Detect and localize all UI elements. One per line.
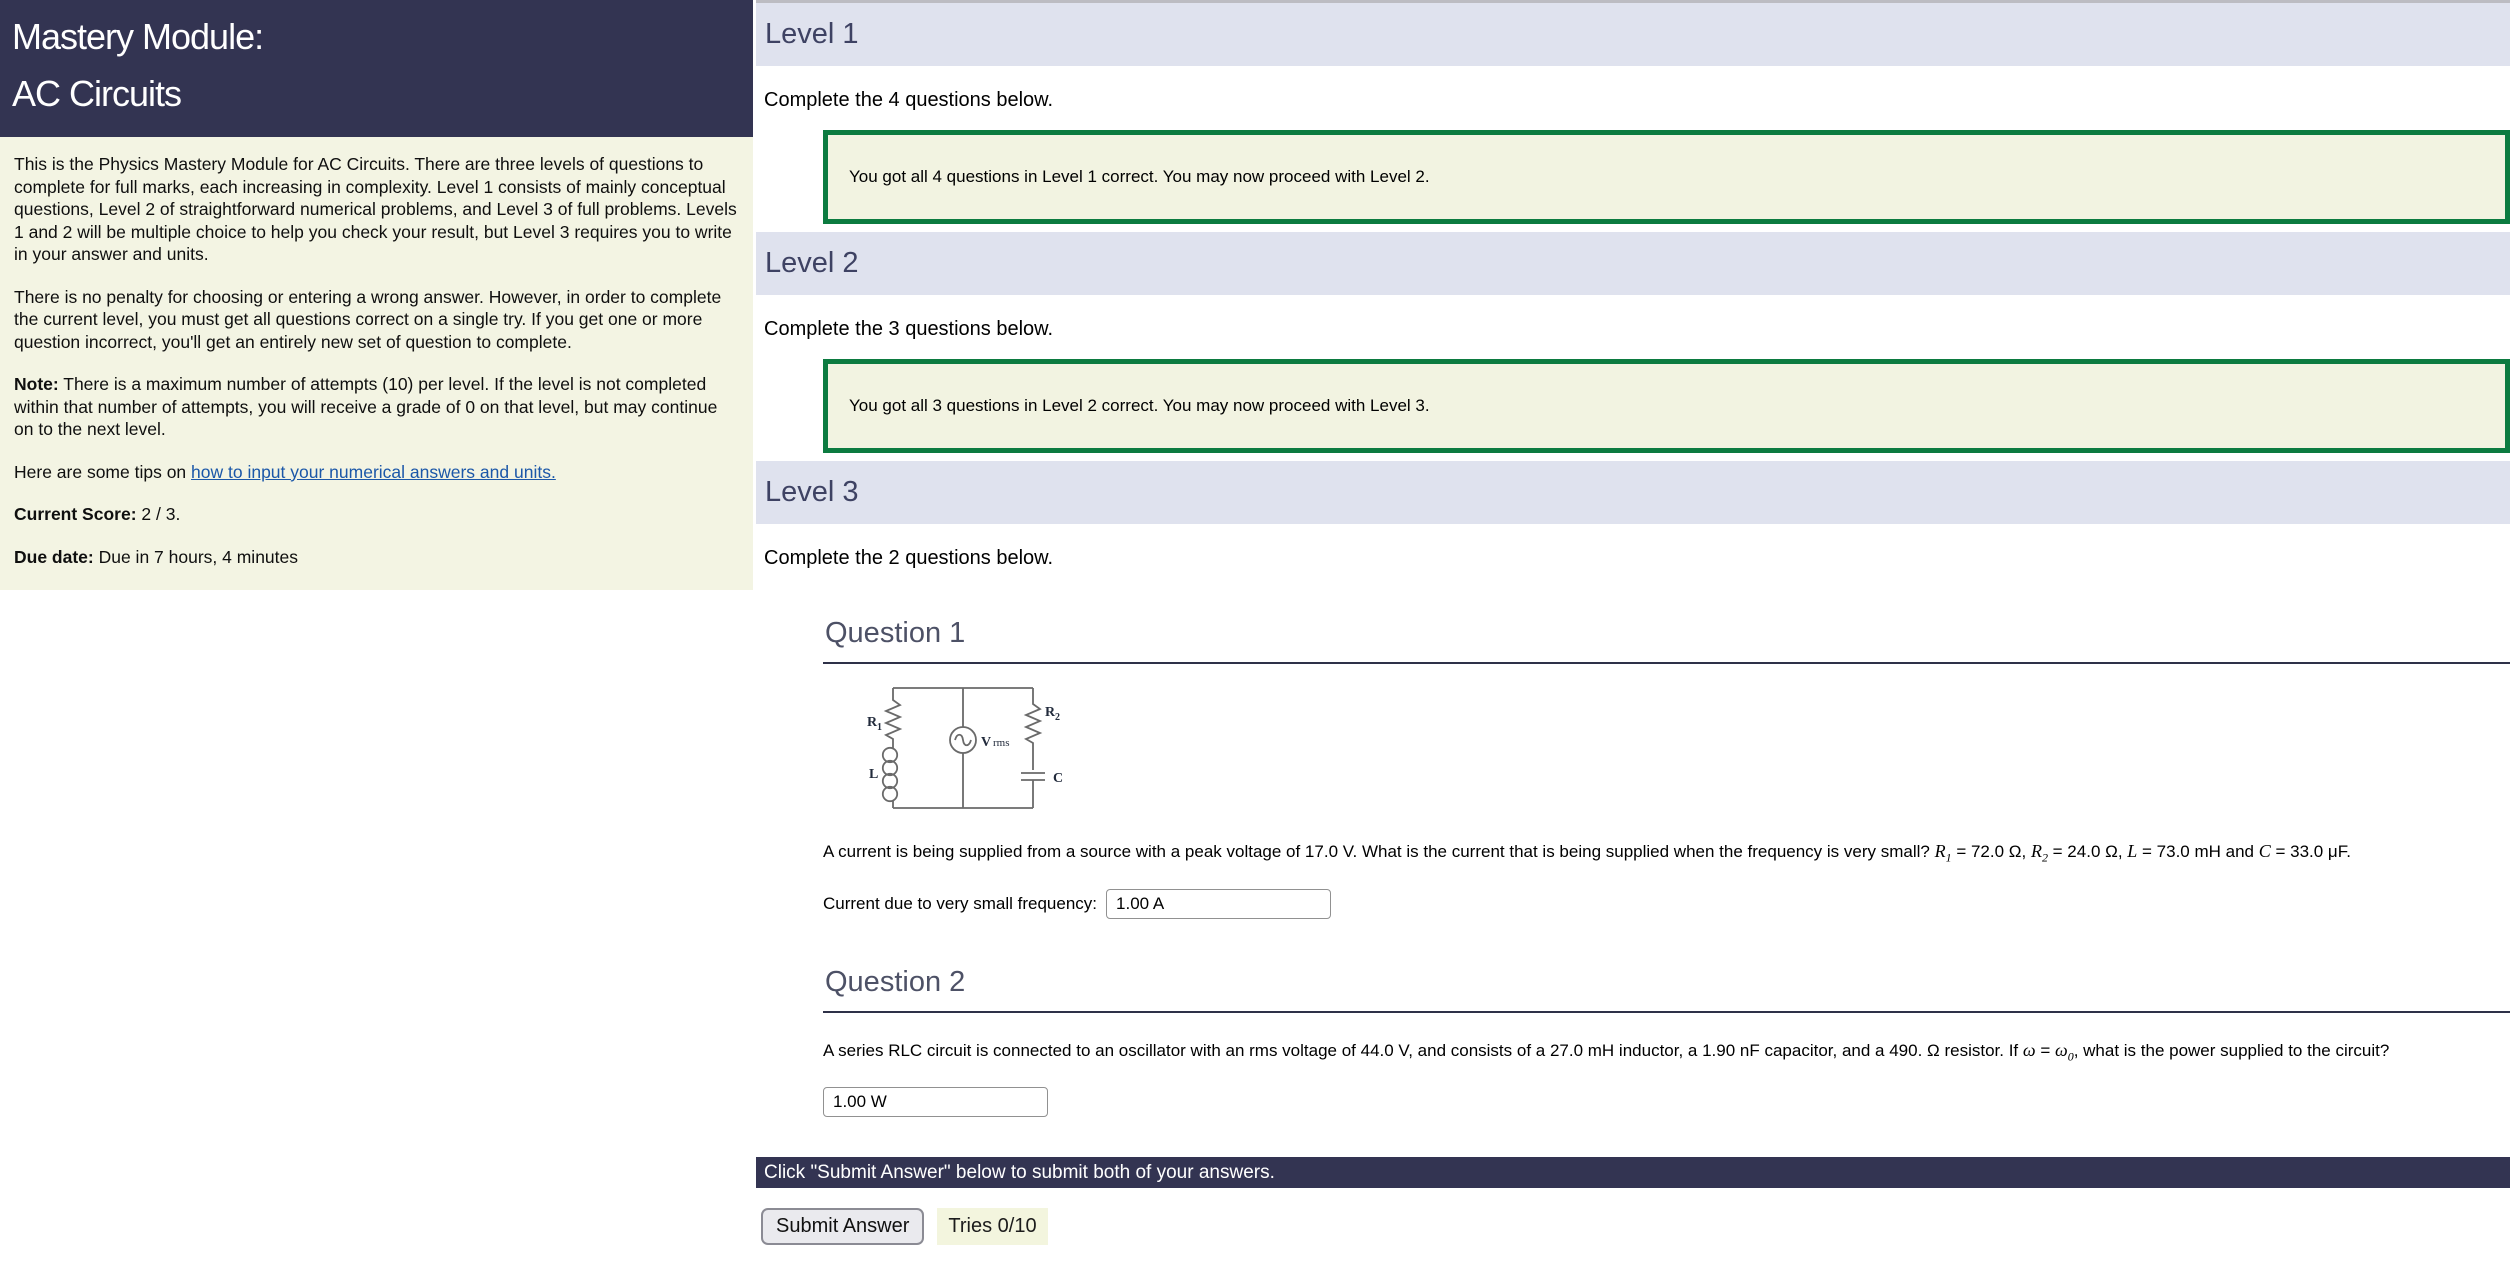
q2-seg3: , what is the power supplied to the circuit? [2073, 1041, 2390, 1061]
level2-instruction: Complete the 3 questions below. [764, 318, 1054, 340]
q1-var-R2-sub: 2 [2041, 850, 2048, 865]
q2-var-omega0: ω [2054, 1040, 2068, 1061]
current-score-line [14, 503, 737, 526]
level1-title: Level 1 [765, 18, 859, 50]
label-C: C [1053, 771, 1064, 786]
note-text: There is a maximum number of attempts (10) per level. If the level is not completed within that number of attempts, you will receive a grade of 0 on that level, but may continue on to the next level. [14, 374, 718, 439]
label-R1: R [867, 715, 878, 730]
question2-answer-row [823, 1087, 2510, 1117]
question1-answer-row [823, 889, 2510, 919]
module-title-line1: Mastery Module: [12, 16, 264, 57]
module-sidebar [0, 0, 753, 590]
due-date-value: Due in 7 hours, 4 minutes [93, 546, 299, 567]
level2-success-message: You got all 3 questions in Level 2 correct. You may now proceed with Level 3. [849, 396, 1430, 415]
module-header [0, 0, 753, 137]
q1-seg2: = 72.0 Ω, [1951, 842, 2031, 861]
q2-var-omega0-sub: 0 [2067, 1049, 2074, 1064]
q1-var-R2: R [2030, 841, 2042, 861]
tips-paragraph [14, 461, 737, 484]
question1-answer-input[interactable] [1106, 889, 1331, 919]
level1-success-box [823, 130, 2510, 224]
q1-seg3: = 24.0 Ω, [2047, 842, 2128, 861]
q1-var-C: C [2258, 841, 2271, 861]
label-L: L [869, 767, 879, 782]
description-paragraph-2: There is no penalty for choosing or entering a wrong answer. However, in order to complete the current level, you must get all questions correct on a single try. If you get one or more question incorrect, you'll get an entirely new set of question to complete. [14, 286, 722, 352]
label-Vrms-V: V [981, 735, 992, 750]
label-R2: R [1045, 705, 1056, 720]
circuit-diagram [861, 678, 1071, 814]
level1-header-bar [756, 3, 2510, 66]
submit-answer-button[interactable]: Submit Answer [761, 1208, 924, 1245]
module-title-line2: AC Circuits [12, 73, 182, 114]
q2-seg1: A series RLC circuit is connected to an oscillator with an rms voltage of 44.0 V, and consists of a 27.0 mH inductor, a 1.90 nF capacitor, and a 490. Ω resistor. If [823, 1041, 2023, 1061]
due-date-line [14, 546, 737, 569]
question2-heading: Question 2 [823, 963, 2510, 1013]
question1-answer-label: Current due to very small frequency: [823, 894, 1098, 914]
score-label: Current Score: [14, 504, 137, 524]
q1-var-R1: R [1934, 841, 1946, 861]
q1-seg1: A current is being supplied from a source with a peak voltage of 17.0 V. What is the current that is being supplied when the frequency is very small? [823, 842, 1935, 861]
q1-var-L: L [2127, 841, 2138, 861]
score-value: 2 / 3. [136, 504, 181, 524]
due-date-label: Due date: [14, 546, 94, 567]
rlc-circuit-svg [861, 678, 1071, 814]
submit-instruction-bar: Click "Submit Answer" below to submit both of your answers. [756, 1157, 2510, 1188]
q1-var-R1-sub: 1 [1945, 850, 1952, 865]
tries-counter: Tries 0/10 [937, 1208, 1047, 1245]
level2-header-bar [756, 232, 2510, 295]
label-Vrms-rms: rms [993, 737, 1010, 749]
description-paragraph-1: This is the Physics Mastery Module for AC Circuits. There are three levels of questions to complete for full marks, each increasing in complexity. Level 1 consists of mainly conceptual questions, Level 2 of straightforward numerical problems, and Level 3 of full problems. Levels 1 and 2 will be multiple choice to help you check your result, but Level 3 requires you to write in your answer and units. [14, 154, 737, 264]
level3-instruction: Complete the 2 questions below. [764, 547, 1054, 569]
q1-seg5: = 33.0 μF. [2270, 842, 2351, 861]
note-label: Note: [14, 374, 59, 394]
label-R1-sub: 1 [877, 722, 882, 733]
q1-seg4: = 73.0 mH and [2137, 842, 2259, 861]
level3-title: Level 3 [765, 476, 859, 508]
tips-link[interactable]: how to input your numerical answers and units. [191, 461, 556, 482]
level2-success-box [823, 359, 2510, 453]
question2-answer-input[interactable] [823, 1087, 1048, 1117]
module-description [0, 137, 753, 590]
level1-success-message: You got all 4 questions in Level 1 correct. You may now proceed with Level 2. [849, 167, 1430, 186]
q2-var-omega: ω [2022, 1040, 2036, 1061]
levels-content [756, 0, 2510, 1245]
level3-questions [823, 614, 2510, 1117]
submit-row [761, 1208, 2510, 1245]
label-R2-sub: 2 [1055, 712, 1060, 723]
note-paragraph [14, 373, 737, 441]
tips-prefix: Here are some tips on [14, 461, 192, 482]
question1-text [823, 840, 2510, 869]
level1-instruction: Complete the 4 questions below. [764, 89, 1054, 111]
question2-text [823, 1039, 2510, 1068]
question1-heading: Question 1 [823, 614, 2510, 664]
level3-header-bar [756, 461, 2510, 524]
q2-seg2: = [2035, 1041, 2055, 1061]
level2-title: Level 2 [765, 247, 859, 279]
